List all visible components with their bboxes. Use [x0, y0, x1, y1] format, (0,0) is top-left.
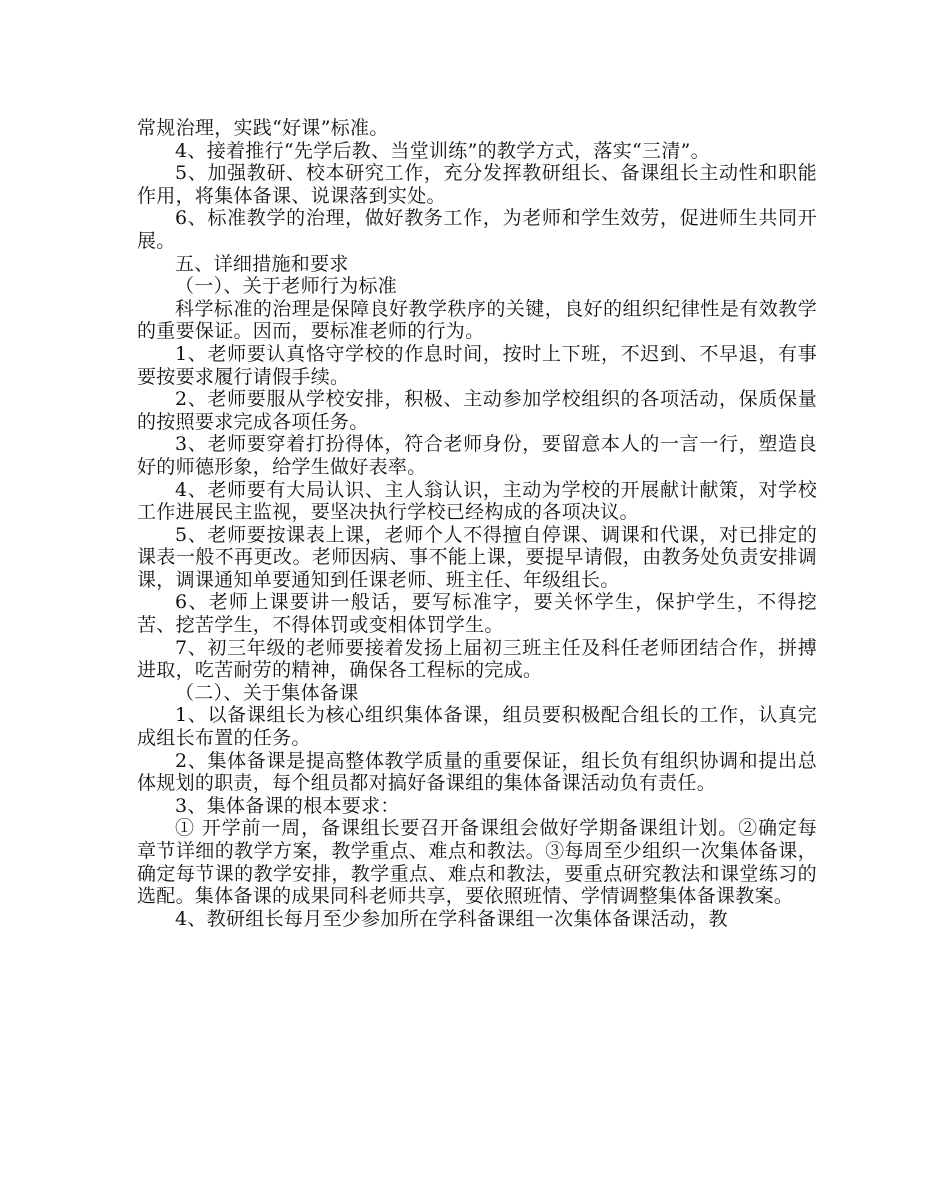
paragraph: 6、老师上课要讲一般话，要写标准字，要关怀学生，保护学生，不得挖苦、挖苦学生，不得体罚或变相体罚学生。 [137, 591, 817, 637]
paragraph: 5、加强教研、校本研究工作，充分发挥教研组长、备课组长主动性和职能作用，将集体备课、说课落到实处。 [137, 162, 817, 207]
paragraph: 3、老师要穿着打扮得体，符合老师身份，要留意本人的一言一行，塑造良好的师德形象，给学生做好表率。 [137, 433, 817, 478]
subsection-heading: （二）、关于集体备课 [175, 681, 359, 704]
subsection-heading: （一）、关于老师行为标准 [175, 275, 398, 298]
paragraph: 1、以备课组长为核心组织集体备课，组员要积极配合组长的工作，认真完成组长布置的任务。 [137, 704, 817, 750]
paragraph: 6、标准教学的治理，做好教务工作，为老师和学生效劳，促进师生共同开展。 [137, 207, 817, 252]
paragraph: 5、老师要按课表上课，老师个人不得擅自停课、调课和代课，对已排定的课表一般不再更改。老师因病、事不能上课，要提早请假，由教务处负责安排调课，调课通知单要通知到任课老师、班主任、年级组长。 [137, 523, 817, 591]
paragraph: 科学标准的治理是保障良好教学秩序的关键，良好的组织纪律性是有效教学的重要保证。因而，要标准老师的行为。 [137, 297, 817, 343]
paragraph: 4、接着推行“先学后教、当堂训练”的教学方式，落实“三清”。 [175, 139, 710, 162]
paragraph: ① 开学前一周，备课组长要召开备课组会做好学期备课组计划。②确定每章节详细的教学方案，教学重点、难点和教法。③每周至少组织一次集体备课，确定每节课的教学安排，教学重点、难点和教法，要重点研究教法和课堂练习的选配。集体备课的成果同科老师共享，要依照班情、学情调整集体备课教案。 [137, 817, 817, 908]
paragraph: 4、教研组长每月至少参加所在学科备课组一次集体备课活动，教 [175, 907, 728, 930]
paragraph: 1、老师要认真恪守学校的作息时间，按时上下班，不迟到、不早退，有事要按要求履行请假手续。 [137, 342, 817, 388]
paragraph: 3、集体备课的根本要求： [175, 794, 400, 817]
section-heading: 五、详细措施和要求 [175, 252, 349, 275]
document-page [137, 117, 817, 930]
paragraph: 2、集体备课是提高整体教学质量的重要保证，组长负有组织协调和提出总体规划的职责，每个组员都对搞好备课组的集体备课活动负有责任。 [137, 749, 817, 795]
paragraph: 4、老师要有大局认识、主人翁认识，主动为学校的开展献计献策，对学校工作进展民主监视，要坚决执行学校已经构成的各项决议。 [137, 478, 817, 524]
paragraph: 2、老师要服从学校安排，积极、主动参加学校组织的各项活动，保质保量的按照要求完成各项任务。 [137, 388, 817, 433]
paragraph: 常规治理，实践“好课”标准。 [137, 117, 389, 139]
paragraph: 7、初三年级的老师要接着发扬上届初三班主任及科任老师团结合作，拼搏进取，吃苦耐劳的精神，确保各工程标的完成。 [137, 636, 817, 682]
